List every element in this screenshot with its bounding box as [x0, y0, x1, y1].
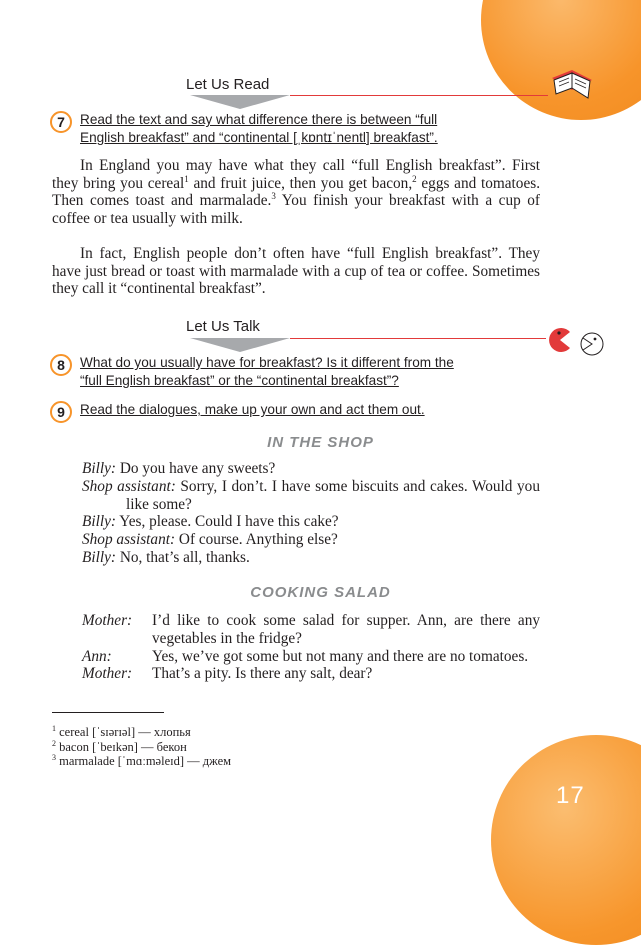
footnotes	[52, 725, 231, 769]
task-text-line: Read the text and say what difference there is between “full	[80, 112, 438, 127]
task-number-badge: 9	[50, 401, 72, 423]
task-number-badge: 8	[50, 354, 72, 376]
dialogue-line: Mother: That’s a pity. Is there any salt, dear?	[82, 665, 373, 683]
reading-paragraph-2: In fact, English people don’t often have “full English breakfast”. They have just bread or toast with marmalade with a cup of tea or coffee. Sometimes they call it “continental breakfast”.	[52, 245, 540, 298]
section-arrow-read	[190, 95, 290, 109]
footnote-item: $^3$ marmalade [ˈmɑːməleɪd] — джем	[52, 752, 232, 768]
footnote-divider	[52, 712, 164, 713]
open-book-icon	[548, 64, 596, 104]
task-7	[52, 111, 542, 147]
task-text-line: English breakfast” and “continental [ˌkɒntɪˈnentl] breakfast”.	[80, 130, 438, 145]
dialogue-title-salad: COOKING SALAD	[250, 584, 391, 601]
footnote-item: $^2$ bacon [ˈbeɪkən] — бекон	[52, 738, 187, 754]
task-number-badge: 7	[50, 111, 72, 133]
task-8	[52, 354, 542, 390]
dialogue-line: Billy: Do you have any sweets?	[82, 460, 276, 477]
dialogue-line: Ann: Yes, we’ve got some but not many and there are no tomatoes.	[82, 647, 529, 665]
task-text-line: Read the dialogues, make up your own and act them out.	[80, 402, 425, 417]
dialogue-shop	[82, 460, 540, 567]
reading-paragraph-1: In England you may have what they call “full English breakfast”. First they bring you cereal$^1$ and fruit juice, then you get bacon,$^2$ eggs and tomatoes. Then comes toast and marmalade.$^3$ You finish your breakfast with a cup of coffee or tea usually with milk.	[52, 157, 541, 227]
dialogue-line: Billy: No, that’s all, thanks.	[82, 548, 250, 566]
task-9	[52, 401, 542, 419]
task-text-line: “full English breakfast” or the “continental breakfast”?	[80, 373, 399, 388]
dialogue-title-shop: IN THE SHOP	[267, 434, 374, 451]
dialogue-line: Billy: Yes, please. Could I have this cake?	[82, 513, 339, 531]
task-text-line: What do you usually have for breakfast? Is it different from the	[80, 355, 454, 370]
footnote-item: $^1$ cereal [ˈsɪərɪəl] — хлопья	[52, 723, 191, 739]
section-title-read: Let Us Read	[186, 76, 270, 93]
dialogue-line: Shop assistant: Of course. Anything else?	[82, 531, 338, 549]
dialogue-line: Mother: I’d like to cook some salad for supper. Ann, are there any vegetables in the fridge?	[82, 612, 540, 647]
section-arrow-talk	[190, 338, 290, 352]
corner-circle-bottom	[491, 735, 641, 945]
pacman-icon	[548, 318, 606, 362]
section-rule-read	[290, 95, 548, 96]
page-number: 17	[556, 782, 585, 809]
section-title-talk: Let Us Talk	[186, 318, 260, 335]
dialogue-line: Shop assistant: Sorry, I don’t. I have some biscuits and cakes. Would you like some?	[82, 477, 540, 513]
dialogue-salad	[82, 612, 540, 683]
section-rule-talk	[290, 338, 546, 339]
